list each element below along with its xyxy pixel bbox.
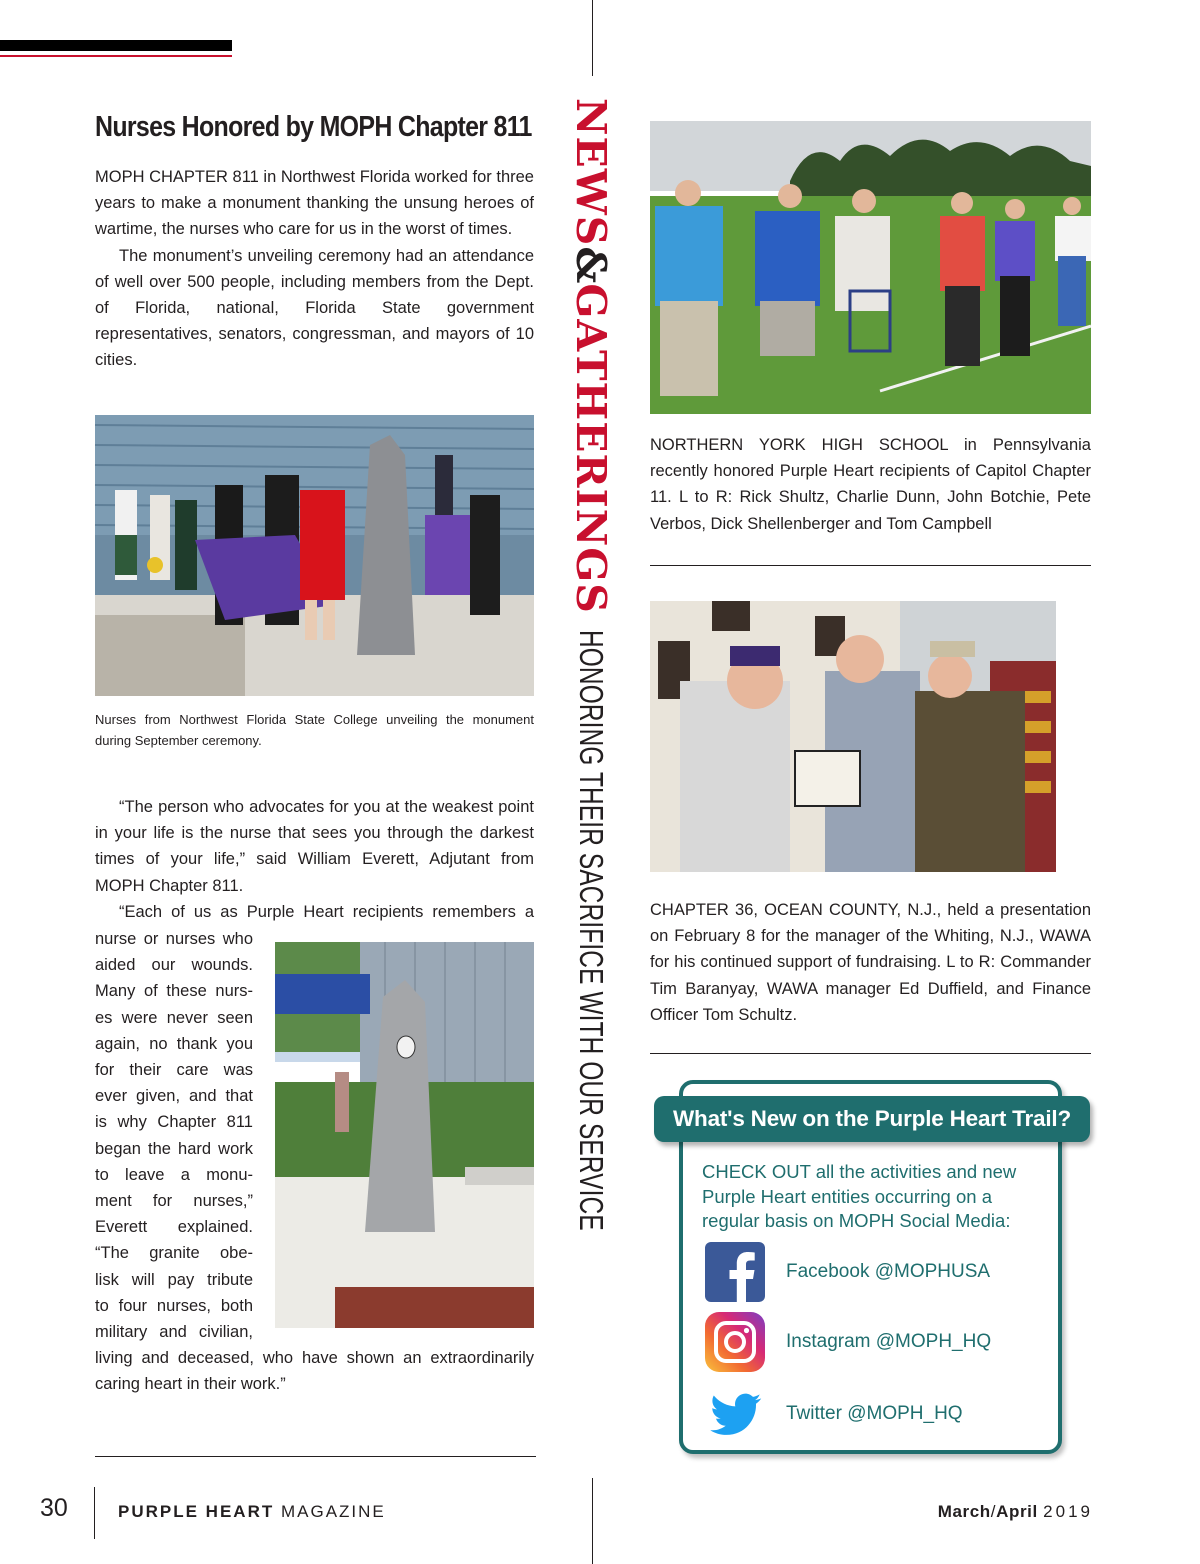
page-number: 30 (40, 1494, 68, 1522)
issue-year: 2019 (1043, 1502, 1093, 1521)
right-rule-1 (650, 565, 1091, 566)
center-divider-top (592, 0, 593, 76)
photo-wawa-presentation (650, 601, 1056, 872)
wrap-line: lisk will pay tribute (95, 1270, 253, 1289)
wrap-line: ment for nurses,” (95, 1192, 253, 1211)
social-twitter[interactable] (705, 1384, 1055, 1444)
issue-month-1: March (937, 1502, 991, 1521)
wrap-line: nurse or nurses who (95, 930, 253, 948)
section-title-ampersand: & (567, 246, 615, 284)
intro-paragraph-1: MOPH CHAPTER 811 in Northwest Florida worked for three years to make a monument thanking the unsung heroes of wartime, the nurses who care for us in the worst of times. (95, 168, 534, 239)
left-column-end-rule (95, 1456, 536, 1457)
quote-paragraph-2-first: “Each of us as Purple Heart recipients remembers a (119, 902, 534, 921)
wrap-line: aided our wounds. (95, 956, 253, 975)
top-black-bar (0, 40, 232, 51)
photo-granite-obelisk (275, 942, 534, 1328)
photo-wawa-caption: CHAPTER 36, OCEAN COUNTY, N.J., held a presentation on February 8 for the manager of the Whiting, N.J., WAWA for his continued support of fundraising. L to R: Commander Tim Baranyay, WAWA manager Ed Duffield, and Finance Officer Tom Schultz. (650, 901, 1091, 1024)
wrap-line: to leave a monu- (95, 1165, 253, 1184)
twitter-label[interactable]: Twitter @MOPH_HQ (786, 1403, 963, 1424)
wrap-line: began the hard work (95, 1139, 253, 1158)
facebook-icon (705, 1242, 765, 1302)
wrap-line: living and deceased, who have shown an extraordinarily (95, 1349, 534, 1368)
social-facebook[interactable] (705, 1242, 1055, 1302)
magazine-name-bold: PURPLE HEART (118, 1502, 275, 1521)
instagram-label[interactable]: Instagram @MOPH_HQ (786, 1331, 992, 1352)
section-title-gatherings: GATHERINGS (567, 283, 615, 614)
photo-veterans-field (650, 121, 1091, 414)
photo-monument-unveiling (95, 415, 534, 696)
magazine-name (118, 1502, 386, 1522)
issue-month-2: April (996, 1502, 1038, 1521)
section-title-news: NEWS (567, 98, 615, 247)
center-divider-bottom (592, 1478, 593, 1564)
twitter-icon (705, 1384, 765, 1444)
wrap-line: again, no thank you (95, 1034, 253, 1053)
wrap-line: es were never seen (95, 1008, 253, 1027)
facebook-label[interactable]: Facebook @MOPHUSA (786, 1261, 991, 1282)
magazine-name-light: MAGAZINE (280, 1502, 386, 1521)
wrap-line: to four nurses, both (95, 1296, 253, 1315)
wrap-line: caring heart in their work.” (95, 1375, 286, 1394)
section-subtitle: HONORING THEIR SACRIFICE WITH OUR SERVICE (573, 629, 610, 1231)
wrap-line: military and civilian, (95, 1323, 253, 1342)
social-box-text: CHECK OUT all the activities and new Purple Heart entities occurring on a regular basis on MOPH Social Media: (702, 1161, 1017, 1231)
photo-monument-caption: Nurses from Northwest Florida State College unveiling the monument during September ceremony. (95, 712, 534, 748)
section-title-rotated (565, 98, 617, 1442)
intro-text (95, 164, 534, 374)
article-headline: Nurses Honored by MOPH Chapter 811 (95, 111, 532, 143)
quote-text (95, 794, 534, 925)
social-box-title: What's New on the Purple Heart Trail? (654, 1096, 1090, 1142)
wrap-line: Everett explained. (95, 1218, 253, 1237)
photo-veterans-caption: NORTHERN YORK HIGH SCHOOL in Pennsylvania recently honored Purple Heart recipients of Capitol Chapter 11. L to R: Rick Shultz, Charlie Dunn, John Botchie, Pete Verbos, Dick Shellenberger and Tom Campbell (650, 436, 1091, 533)
top-red-rule (0, 55, 232, 57)
issue-date-separator: / (990, 1502, 997, 1521)
wrap-line: for their care was (95, 1061, 253, 1080)
right-rule-2 (650, 1053, 1091, 1054)
issue-date (938, 1502, 1093, 1522)
quote-paragraph-1: “The person who advocates for you at the weakest point in your life is the nurse that sees you through the darkest times of your life,” said William Everett, Adjutant from MOPH Chapter 811. (95, 798, 534, 895)
footer-divider (94, 1487, 95, 1539)
social-instagram[interactable] (705, 1312, 1055, 1372)
wrap-line: “The granite obe- (95, 1244, 253, 1263)
wrap-line: ever given, and that (95, 1087, 253, 1106)
intro-paragraph-2: The monument’s unveiling ceremony had an attendance of well over 500 people, including members from the Dept. of Florida, national, Florida State government representatives, senators, congressman, and mayors of 10 cities. (95, 246, 534, 370)
wrap-line: is why Chapter 811 (95, 1113, 253, 1132)
section-title-spine (565, 98, 617, 1458)
instagram-icon (705, 1312, 765, 1372)
wrap-line: Many of these nurs- (95, 982, 253, 1001)
